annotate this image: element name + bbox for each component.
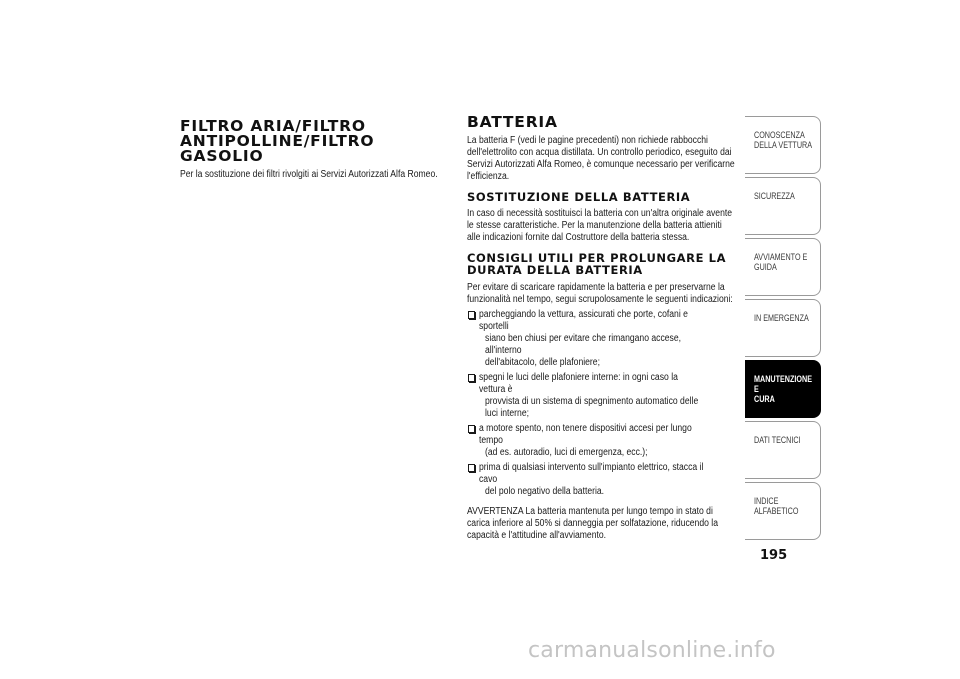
text-line: AVVERTENZA La batteria mantenuta per lungo tempo in stato di xyxy=(467,505,713,517)
tab-label-line: DATI TECNICI xyxy=(754,435,801,445)
list-item xyxy=(467,309,743,369)
text-line: Servizi Autorizzati Alfa Romeo, è comunque necessario per verificarne xyxy=(467,159,735,170)
list-item-text xyxy=(479,462,706,498)
heading-line: DURATA DELLA BATTERIA xyxy=(467,263,643,277)
tab-manutenzione[interactable] xyxy=(745,360,821,418)
list-item xyxy=(467,372,743,420)
text-line: La batteria F (vedi le pagine precedenti) non richiede rabbocchi xyxy=(467,135,708,146)
tab-label-line: SICUREZZA xyxy=(754,191,795,201)
title-line: FILTRO ARIA/FILTRO xyxy=(180,117,366,135)
text-line: dell'elettrolito con acqua distillata. Un controllo periodico, eseguito dai xyxy=(467,147,732,158)
text-line: provvista di un sistema di spegnimento automatico delle luci interne; xyxy=(485,395,699,419)
tab-emergenza[interactable] xyxy=(745,299,821,357)
subheading-replacement: SOSTITUZIONE DELLA BATTERIA xyxy=(467,190,691,204)
text-line: le stesse caratteristiche. Per la manutenzione della batteria attieniti xyxy=(467,219,722,231)
tab-label xyxy=(754,252,818,272)
tab-label xyxy=(754,130,818,150)
tab-label-line: CURA xyxy=(754,394,775,404)
tab-indice[interactable] xyxy=(745,482,821,540)
checkbox-bullet-icon xyxy=(468,464,475,472)
tips-list xyxy=(467,309,743,498)
replacement-text xyxy=(467,208,742,244)
checkbox-bullet-icon xyxy=(468,311,475,319)
battery-intro xyxy=(467,135,742,183)
section-title-battery: BATTERIA xyxy=(467,113,558,131)
warning-text xyxy=(467,506,742,542)
tab-label-line: CONOSCENZA xyxy=(754,130,805,140)
tab-avviamento[interactable] xyxy=(745,238,821,296)
text-line: a motore spento, non tenere dispositivi accesi per lungo tempo xyxy=(479,422,692,446)
tab-label xyxy=(754,313,818,323)
tab-label xyxy=(754,374,818,404)
tab-label-line: INDICE ALFABETICO xyxy=(754,496,799,516)
section-title-filters xyxy=(180,119,450,164)
subheading-tips xyxy=(467,252,743,277)
chapter-tabs xyxy=(745,116,821,543)
text-line: carica inferiore al 50% si danneggia per solfatazione, riducendo la xyxy=(467,517,718,529)
text-line: siano ben chiusi per evitare che rimangano accese, all'interno xyxy=(485,332,682,356)
text-line: In caso di necessità sostituisci la batteria con un'altra originale avente xyxy=(467,207,733,219)
heading-line: CONSIGLI UTILI PER PROLUNGARE LA xyxy=(467,250,727,265)
checkbox-bullet-icon xyxy=(468,425,475,433)
text-line: (ad es. autoradio, luci di emergenza, ecc.); xyxy=(485,446,648,458)
section-battery xyxy=(467,115,743,542)
tab-label xyxy=(754,435,818,445)
tab-label-line: AVVIAMENTO E xyxy=(754,252,808,262)
list-item xyxy=(467,462,743,498)
tips-text xyxy=(467,282,742,306)
list-item-text xyxy=(479,372,706,420)
text-line: alle indicazioni fornite dal Costruttore della batteria stessa. xyxy=(467,231,690,243)
text-line: dell'abitacolo, delle plafoniere; xyxy=(485,356,600,368)
checkbox-bullet-icon xyxy=(468,374,475,382)
tab-label xyxy=(754,191,818,201)
text-line: l'efficienza. xyxy=(467,171,510,182)
section-filters xyxy=(180,119,450,181)
tab-label-line: MANUTENZIONE E xyxy=(754,374,812,394)
tab-conoscenza[interactable] xyxy=(745,116,821,174)
text-line: prima di qualsiasi intervento sull'impianto elettrico, stacca il cavo xyxy=(479,461,704,485)
filters-text: Per la sostituzione dei filtri rivolgiti ai Servizi Autorizzati Alfa Romeo. xyxy=(180,169,438,180)
list-item-text xyxy=(479,423,706,459)
text-line: del polo negativo della batteria. xyxy=(485,485,605,497)
text-line: funzionalità nel tempo, segui scrupolosamente le seguenti indicazioni: xyxy=(467,293,733,305)
text-line: capacità e l'attitudine all'avviamento. xyxy=(467,529,607,541)
text-line: spegni le luci delle plafoniere interne: in ogni caso la vettura è xyxy=(479,371,678,395)
text-line: parcheggiando la vettura, assicurati che porte, cofani e sportelli xyxy=(479,308,688,332)
text-line: Per evitare di scaricare rapidamente la batteria e per preservarne la xyxy=(467,281,725,293)
list-item-text xyxy=(479,309,706,369)
tab-label-line: IN EMERGENZA xyxy=(754,313,809,323)
tab-label-line: DELLA VETTURA xyxy=(754,140,813,150)
tab-label-line: GUIDA xyxy=(754,262,777,272)
tab-dati-tecnici[interactable] xyxy=(745,421,821,479)
title-line: ANTIPOLLINE/FILTRO GASOLIO xyxy=(180,132,375,165)
watermark: carmanualsonline.info xyxy=(528,638,776,663)
tab-sicurezza[interactable] xyxy=(745,177,821,235)
tab-label xyxy=(754,496,818,516)
page-number: 195 xyxy=(760,548,788,563)
list-item xyxy=(467,423,743,459)
